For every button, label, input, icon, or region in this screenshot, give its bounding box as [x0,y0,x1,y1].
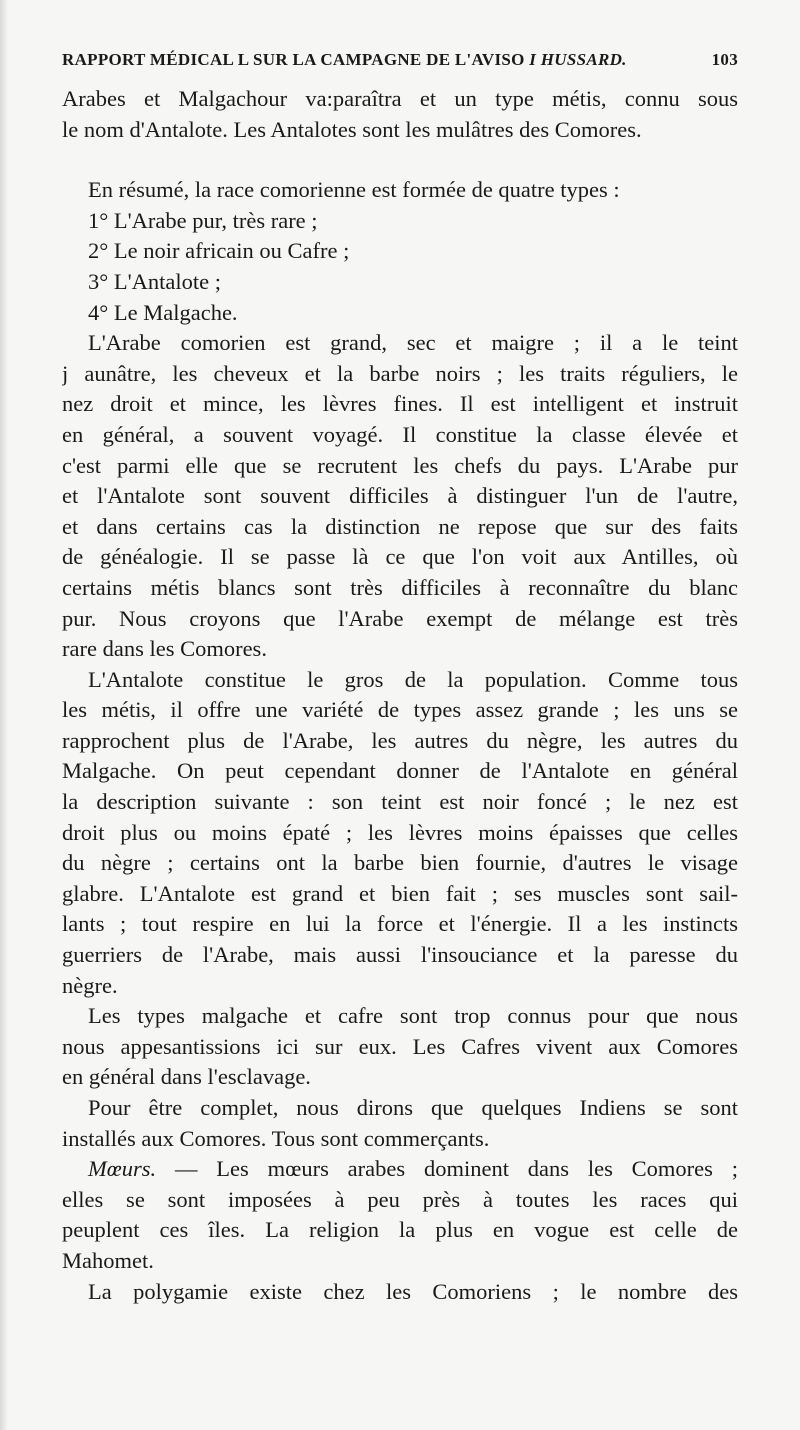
paragraph-moeurs [62,1154,738,1276]
text-line: elles se sont imposées à peu près à toutes les races qui [62,1186,738,1212]
paragraph-arabe [62,328,738,665]
text-line: nous appesantissions ici sur eux. Les Cafres vivent aux Comores [62,1033,738,1059]
text-line: et l'Antalote sont souvent difficiles à distinguer l'un de l'autre, [62,483,738,509]
text-line: et dans certains cas la distinction ne repose que sur des faits [62,513,738,539]
text-line: pur. Nous croyons que l'Arabe exempt de mélange est très [62,605,738,631]
page-number: 103 [711,50,738,69]
text-line: Pour être complet, nous dirons que quelques Indiens se sont [88,1095,738,1120]
list-item: 2° Le noir africain ou Cafre ; [88,238,350,264]
paragraph-types [62,1001,738,1093]
text-line: certains métis blancs sont très difficiles à reconnaître du blanc [62,574,738,600]
text-line: Mahomet. [62,1247,154,1273]
paragraph-resume [62,175,738,328]
text-line: j aunâtre, les cheveux et la barbe noirs ; les traits réguliers, le [62,360,738,386]
text-line: le nom d'Antalote. Les Antalotes sont les mulâtres des Comores. [62,116,642,142]
text-line: La polygamie existe chez les Comoriens ; le nombre des [88,1278,738,1304]
text-line: peuplent ces îles. La religion la plus en vogue est celle de [62,1217,738,1243]
text-line: nez droit et mince, les lèvres fines. Il est intelligent et instruit [62,391,738,417]
text-line: L'Antalote constitue le gros de la population. Comme tous [88,666,738,692]
text-line: En résumé, la race comorienne est formée de quatre types : [88,177,620,203]
list-item: 1° L'Arabe pur, très rare ; [88,207,318,233]
text-line: de généalogie. Il se passe là ce que l'on voit aux Antilles, où [62,544,738,570]
running-header-title [62,50,627,70]
text-line: guerriers de l'Arabe, mais aussi l'insouciance et la paresse du [62,942,738,968]
text-line: Les types malgache et cafre sont trop connus pour que nous [88,1003,738,1029]
list-item: 3° L'Antalote ; [88,268,222,294]
header-ship-name: I HUSSARD. [529,50,627,69]
text-line: en général, a souvent voyagé. Il constitue la classe élevée et [62,421,738,447]
paragraph-antalote [62,665,738,1002]
paragraph-polygamie [62,1277,738,1308]
text-line: rapprochent plus de l'Arabe, les autres du nègre, les autres du [62,727,738,753]
page-edge-shadow [0,0,8,1430]
text-line: c'est parmi elle que se recrutent les chefs du pays. L'Arabe pur [62,452,738,478]
text-line: glabre. L'Antalote est grand et bien fait ; ses muscles sont sail- [62,880,738,906]
text-line: du nègre ; certains ont la barbe bien fournie, d'autres le visage [62,850,738,876]
text-line: droit plus ou moins épaté ; les lèvres moins épaisses que celles [62,819,738,845]
text-line: nègre. [62,972,118,998]
paragraph-gap [62,145,738,175]
text-line-continuation: — Les mœurs arabes dominent dans les Comores ; [156,1156,738,1182]
paragraph-indiens [62,1093,738,1154]
text-line: rare dans les Comores. [62,636,267,662]
text-line: en général dans l'esclavage. [62,1064,311,1090]
header-title-prefix: RAPPORT MÉDICAL L SUR LA CAMPAGNE DE L'AVISO [62,50,530,69]
text-line: Arabes et Malgachour va:paraîtra et un type métis, connu sous [62,86,738,111]
paragraph-intro [62,84,738,145]
text-line: Malgache. On peut cependant donner de l'Antalote en général [62,758,738,784]
running-header [62,50,738,74]
body-text [62,84,738,1307]
list-item: 4° Le Malgache. [88,299,238,325]
text-line: la description suivante : son teint est noir foncé ; le nez est [62,789,738,815]
text-line [62,1154,738,1185]
section-heading-moeurs: Mœurs. [88,1156,157,1182]
text-line: les métis, il offre une variété de types assez grande ; les uns se [62,697,738,723]
text-line: installés aux Comores. Tous sont commerçants. [62,1125,490,1151]
text-line: lants ; tout respire en lui la force et l'énergie. Il a les instincts [62,911,738,937]
text-line: L'Arabe comorien est grand, sec et maigre ; il a le teint [88,330,738,356]
